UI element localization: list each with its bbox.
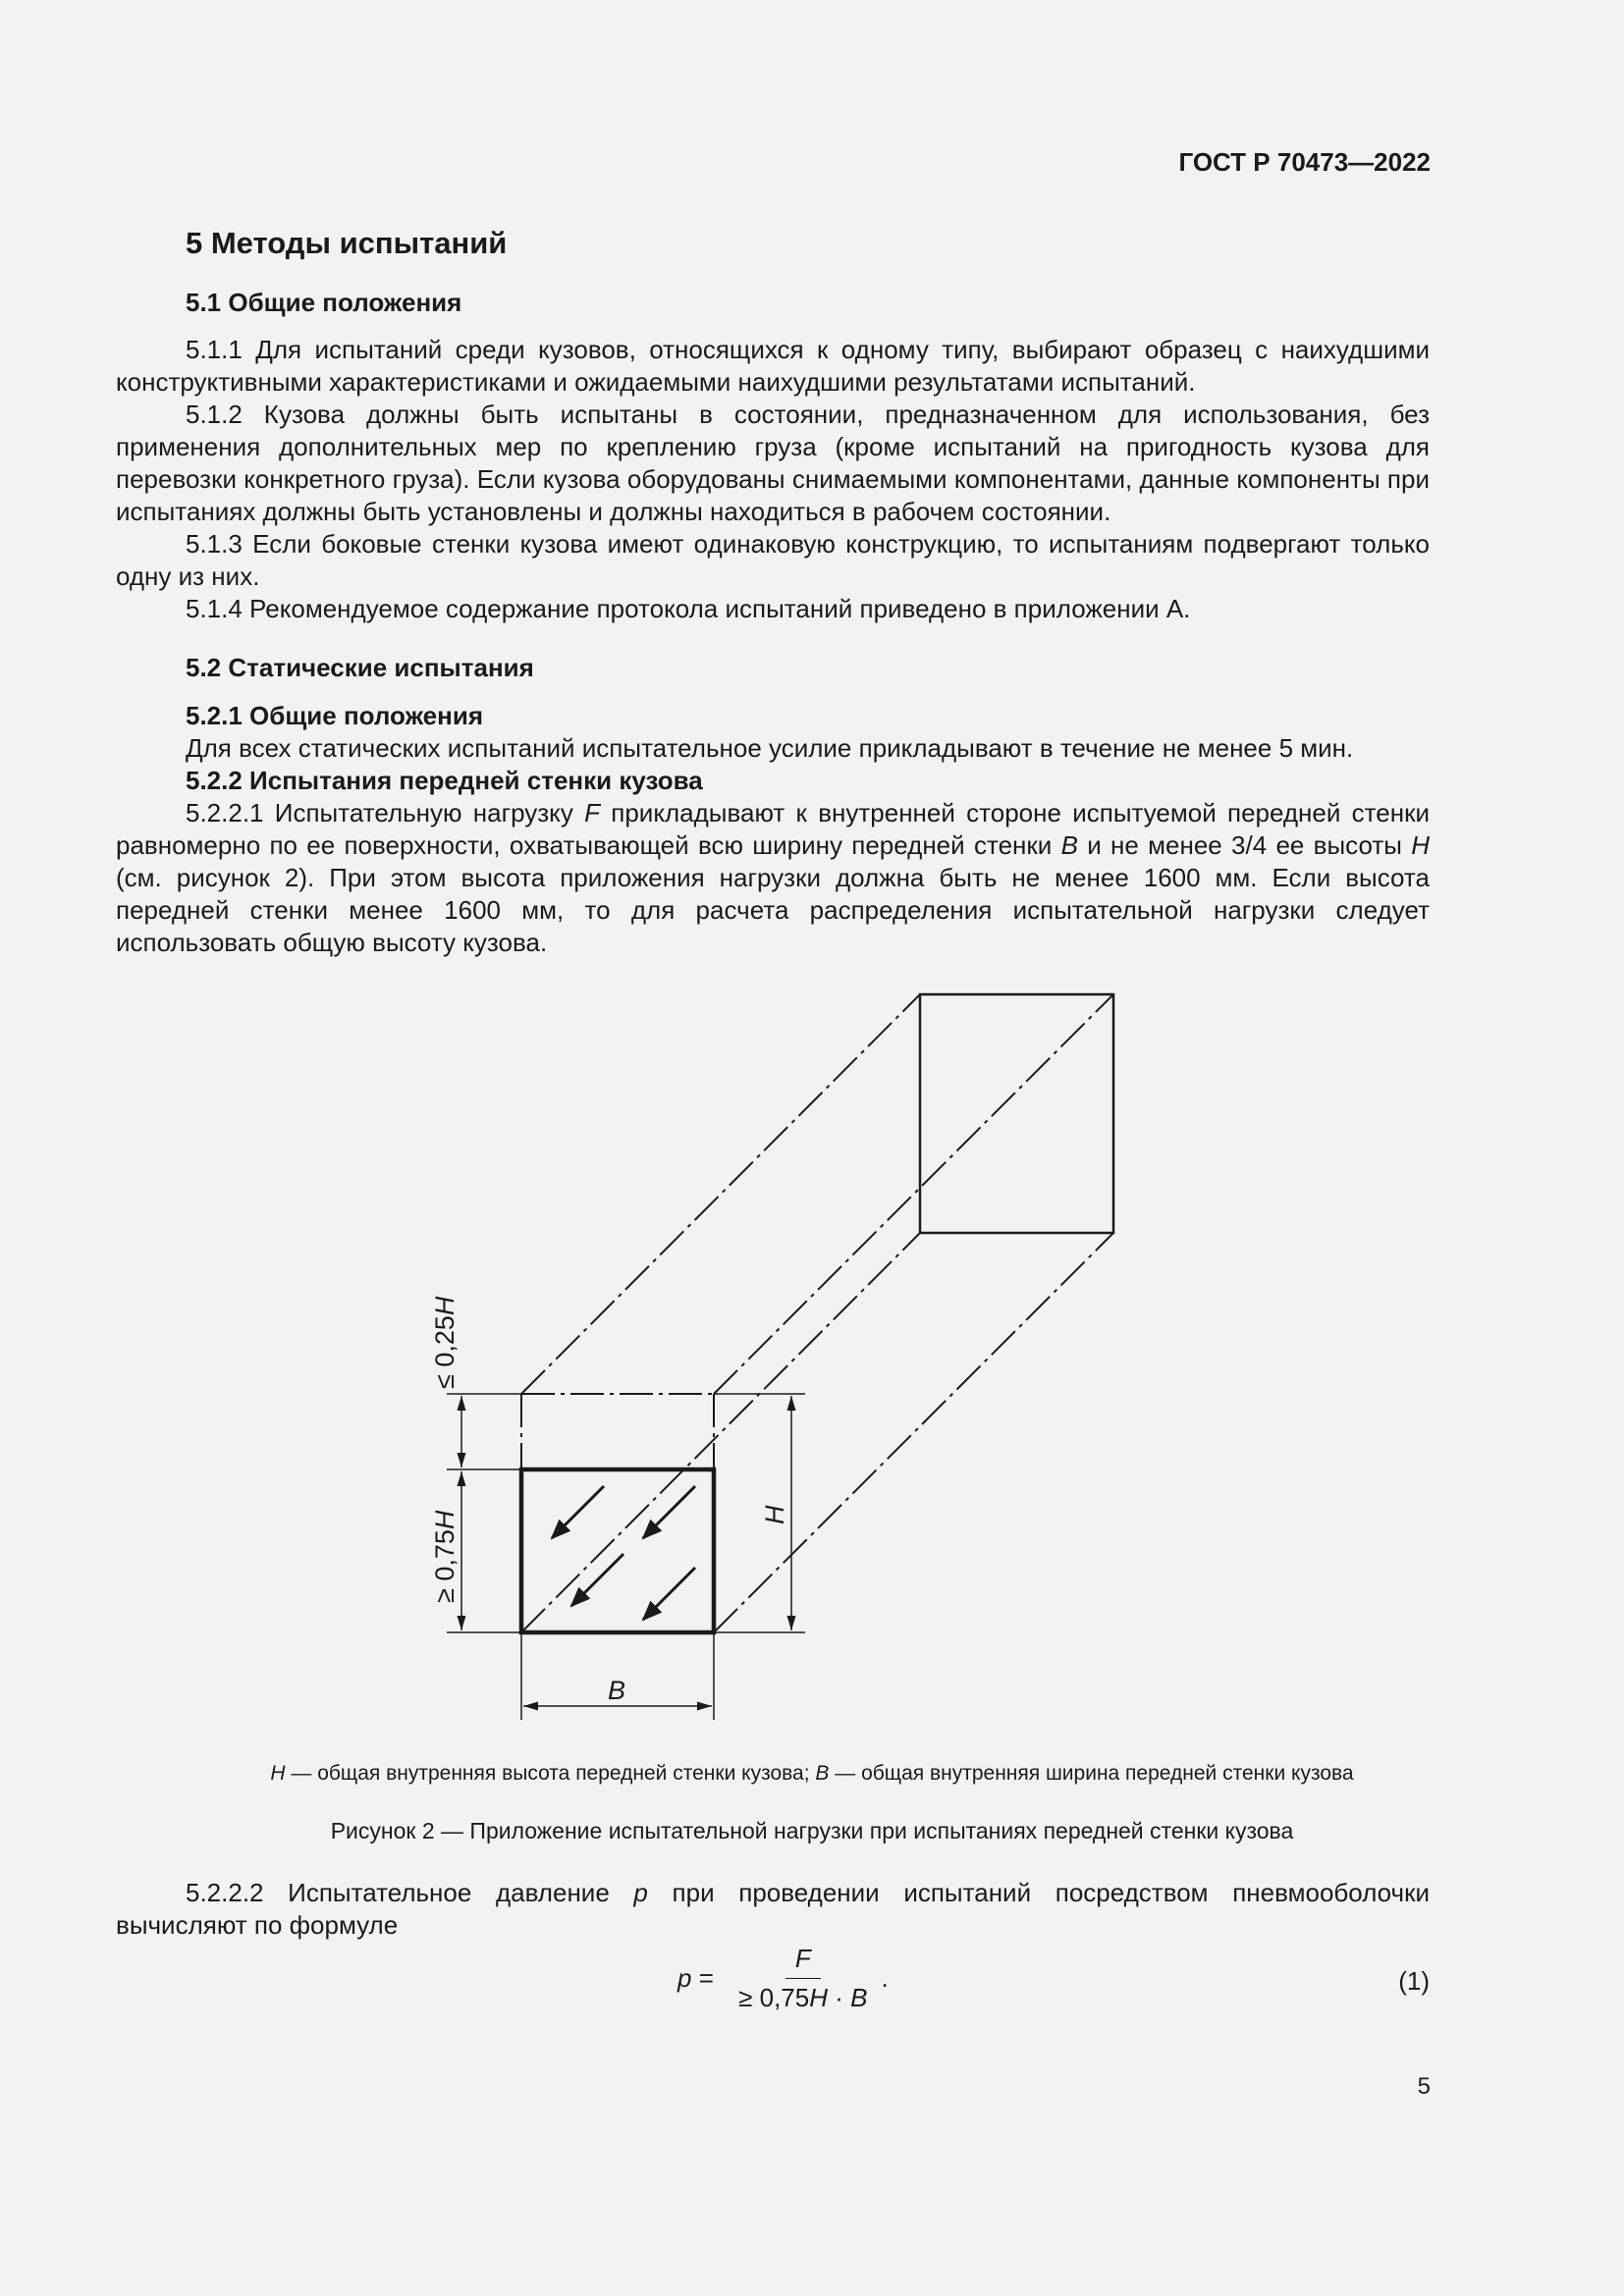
back-face bbox=[920, 994, 1113, 1233]
document-code: ГОСТ Р 70473—2022 bbox=[1178, 147, 1431, 177]
paragraph-5-1-1: 5.1.1 Для испытаний среди кузовов, относящихся к одному типу, выбирают образец с наихудшими конструктивными характеристиками и ожидаемыми наихудшими результатами испытаний. bbox=[116, 335, 1430, 397]
subsection-5-2-title: 5.2 Статические испытания bbox=[186, 653, 534, 682]
formula-1: p = $\frac{F}{\ge 0,75H \cdot B}$ . bbox=[677, 1944, 889, 2012]
dim-label-B: B bbox=[608, 1676, 626, 1705]
dim-label-H: H bbox=[760, 1505, 789, 1524]
subsection-5-2-1-title: 5.2.1 Общие положения bbox=[186, 701, 483, 730]
formula-fraction: $\frac{F}{\ge 0,75H \cdot B}$ bbox=[738, 1944, 868, 2012]
figure-caption: Рисунок 2 — Приложение испытательной нагрузки при испытаниях передней стенки кузова bbox=[330, 1818, 1294, 1843]
figure-key: H — общая внутренняя высота передней стенки кузова; B — общая внутренняя ширина передней стенки кузова bbox=[270, 1762, 1354, 1785]
dimension-lines bbox=[447, 1394, 805, 1720]
dim-label-top: ≤ 0,25H bbox=[430, 1296, 460, 1389]
subsection-5-2-2-title: 5.2.2 Испытания передней стенки кузова bbox=[186, 766, 703, 795]
paragraph-5-2-1: Для всех статических испытаний испытательное усилие прикладывают в течение не менее 5 мин. bbox=[186, 733, 1354, 763]
section-title: 5 Методы испытаний bbox=[186, 226, 508, 260]
paragraph-5-1-4: 5.1.4 Рекомендуемое содержание протокола испытаний приведено в приложении А. bbox=[186, 594, 1191, 623]
paragraph-5-2-2-2-block bbox=[116, 1877, 1430, 1942]
paragraph-5-2-2-1: 5.2.2.1 Испытательную нагрузку F прикладывают к внутренней стороне испытуемой передней стенки равномерно по ее поверхности, охватывающей всю ширину передней стенки B и не менее 3/4 ее высоты H (см. рисунок 2). При этом высота приложения нагрузки должна быть не менее 1600 мм. Если высота передней стенки менее 1600 мм, то для расчета распределения испытательной нагрузки следует использовать общую высоту кузова. bbox=[116, 798, 1430, 957]
front-outline bbox=[521, 994, 1113, 1632]
equation-number: (1) bbox=[1398, 1966, 1430, 1996]
paragraph-5-2-2-2: 5.2.2.2 Испытательное давление p при проведении испытаний посредством пневмооболочки вычисляют по формуле bbox=[116, 1878, 1430, 1940]
page-number: 5 bbox=[1417, 2073, 1431, 2100]
load-arrows bbox=[552, 1486, 695, 1620]
paragraph-5-1-3: 5.1.3 Если боковые стенки кузова имеют одинаковую конструкцию, то испытаниям подвергают только одну из них. bbox=[116, 529, 1430, 591]
dim-label-bottom: ≥ 0,75H bbox=[430, 1510, 460, 1603]
paragraph-5-1-2: 5.1.2 Кузова должны быть испытаны в состоянии, предназначенном для использования, без применения дополнительных мер по креплению груза (кроме испытаний на пригодность кузова для перевозки конкретного груза). Если кузова оборудованы снимаемыми компонентами, данные компоненты при испытаниях должны быть установлены и должны находиться в рабочем состоянии. bbox=[116, 400, 1430, 526]
subsection-5-1-title: 5.1 Общие положения bbox=[186, 288, 462, 317]
loaded-area bbox=[521, 1469, 714, 1632]
